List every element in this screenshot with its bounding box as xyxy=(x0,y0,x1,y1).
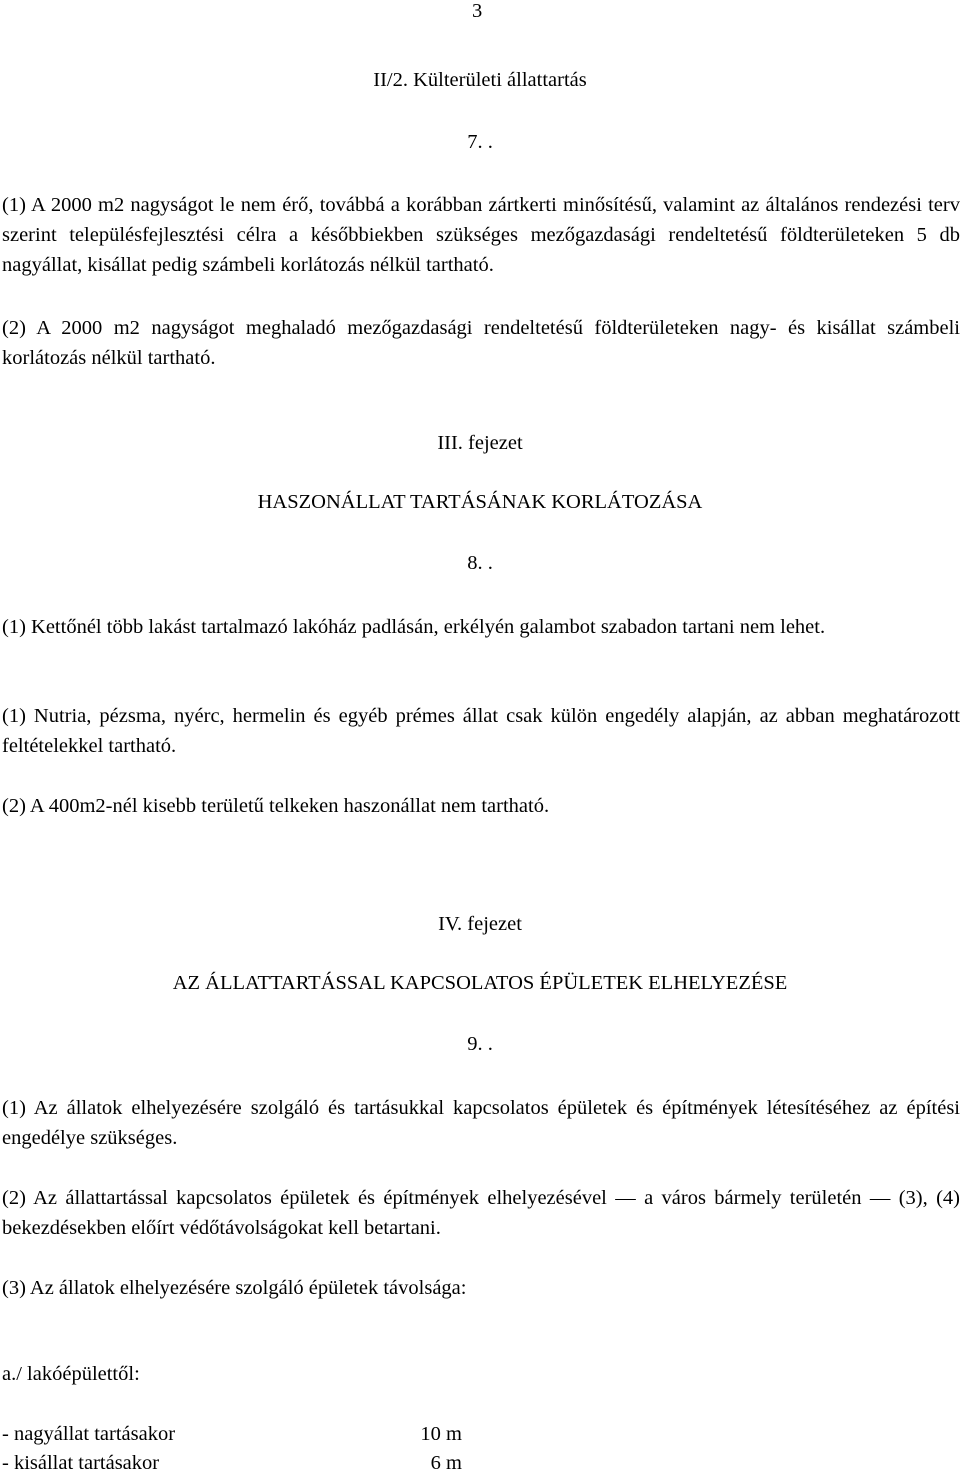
chapter-title: HASZONÁLLAT TARTÁSÁNAK KORLÁTOZÁSA xyxy=(257,491,703,513)
chapter-heading: III. fejezet xyxy=(437,432,523,454)
distance-value: 6 m xyxy=(430,1452,462,1474)
paragraph: (1) Nutria, pézsma, nyérc, hermelin és egyéb prémes állat csak külön engedély alapján, az abban meghatározott feltételekkel tartható. xyxy=(2,705,960,757)
distance-label: - kisállat tartásakor xyxy=(2,1452,160,1474)
paragraph: (1) A 2000 m2 nagyságot le nem érő, továbbá a korábban zártkerti minősítésű, valamint az általános rendezési terv szerint településfejlesztési célra a későbbiekben szükséges mezőgazdasági rendeltetésű földterületeken 5 db nagyállat, kisállat pedig számbeli korlátozás nélkül tartható. xyxy=(2,194,960,276)
distance-label: - nagyállat tartásakor xyxy=(2,1423,176,1445)
section-title: II/2. Külterületi állattartás xyxy=(373,69,587,91)
paragraph: (3) Az állatok elhelyezésére szolgáló épületek távolsága: xyxy=(2,1277,467,1299)
paragraph: (2) A 2000 m2 nagyságot meghaladó mezőgazdasági rendeltetésű földterületeken nagy- és kisállat számbeli korlátozás nélkül tartható. xyxy=(2,317,960,369)
paragraph: (1) Az állatok elhelyezésére szolgáló és tartásukkal kapcsolatos épületek és építmények létesítéséhez az építési engedélye szükséges. xyxy=(2,1097,960,1149)
chapter-heading: IV. fejezet xyxy=(438,913,522,935)
chapter-title: AZ ÁLLATTARTÁSSAL KAPCSOLATOS ÉPÜLETEK ELHELYEZÉSE xyxy=(172,972,788,994)
article-number: 9. . xyxy=(467,1033,493,1055)
paragraph: (2) Az állattartással kapcsolatos épületek és építmények elhelyezésével — a város bármely területén — (3), (4) bekezdésekben előírt védőtávolságokat kell betartani. xyxy=(2,1187,960,1239)
paragraph: (2) A 400m2-nél kisebb területű telkeken haszonállat nem tartható. xyxy=(2,795,550,817)
article-number: 7. . xyxy=(467,131,493,153)
distance-value: 10 m xyxy=(420,1423,462,1445)
article-number: 8. . xyxy=(467,552,493,574)
subsection-label: a./ lakóépülettől: xyxy=(2,1363,140,1385)
page-number: 3 xyxy=(472,0,483,22)
paragraph: (1) Kettőnél több lakást tartalmazó lakóház padlásán, erkélyén galambot szabadon tartani nem lehet. xyxy=(2,616,826,638)
